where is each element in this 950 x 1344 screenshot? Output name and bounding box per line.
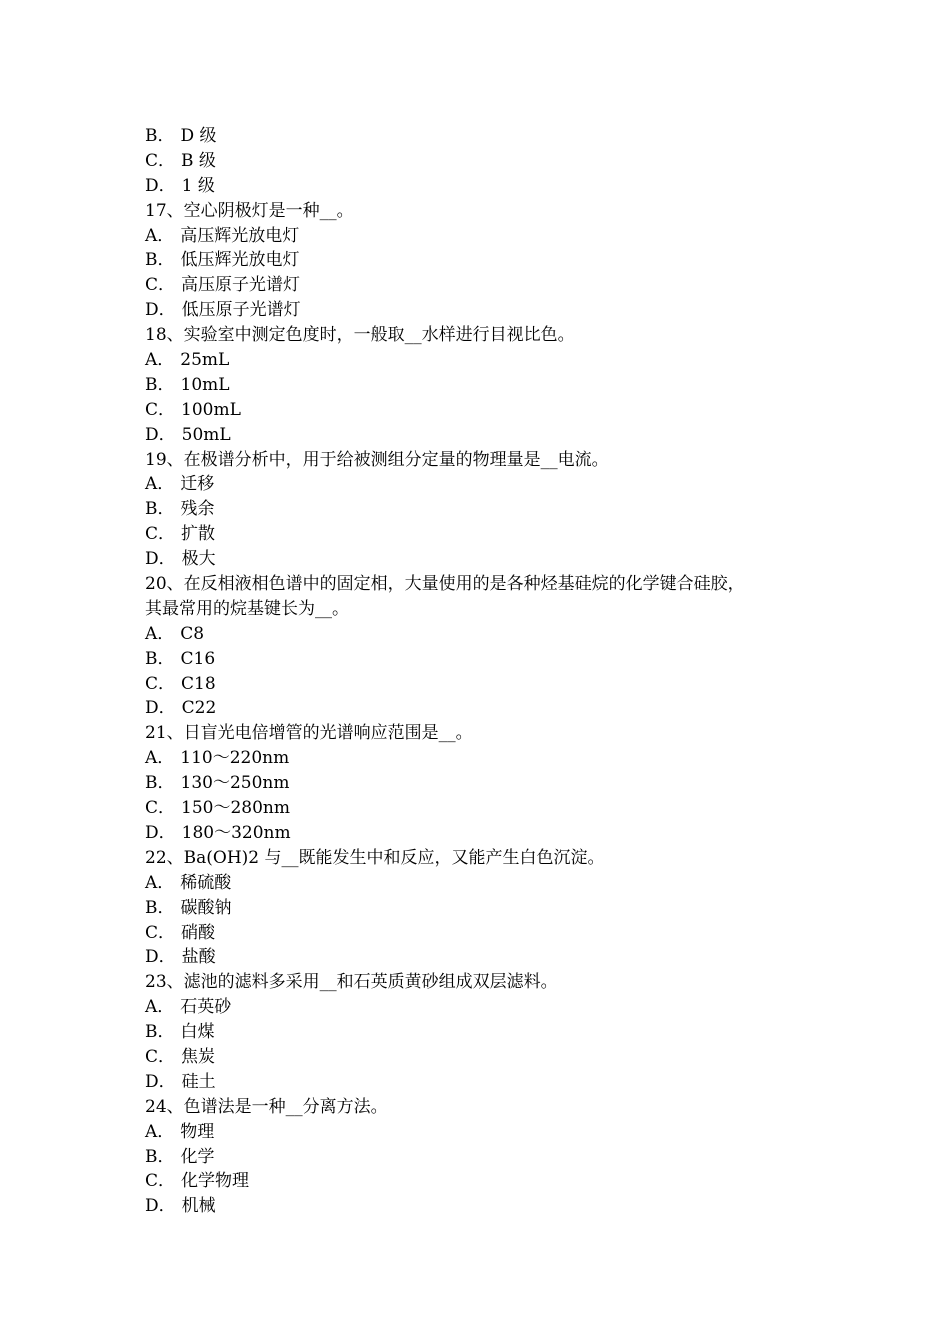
option-letter: A． bbox=[145, 872, 175, 893]
answer-option bbox=[145, 1020, 835, 1045]
answer-option bbox=[145, 248, 835, 273]
answer-option bbox=[145, 1169, 835, 1194]
option-letter: B． bbox=[145, 126, 175, 146]
option-letter: B． bbox=[145, 1022, 175, 1043]
option-text: 物理 bbox=[180, 1121, 215, 1142]
answer-option bbox=[145, 771, 835, 796]
option-letter: C． bbox=[145, 524, 176, 545]
option-text: 化学 bbox=[180, 1146, 215, 1167]
option-text: 25mL bbox=[180, 350, 230, 371]
option-text: 迁移 bbox=[180, 474, 215, 495]
option-letter: D． bbox=[145, 549, 176, 570]
option-text: 高压辉光放电灯 bbox=[180, 225, 300, 246]
answer-option bbox=[145, 995, 835, 1020]
option-letter: B． bbox=[145, 499, 175, 520]
answer-option bbox=[145, 871, 835, 896]
answer-option bbox=[145, 547, 835, 572]
question-text: 24、色谱法是一种__分离方法。 bbox=[145, 1096, 388, 1117]
option-text: 110～220nm bbox=[180, 748, 290, 769]
option-text: B 级 bbox=[181, 150, 216, 171]
option-text: 碳酸钠 bbox=[180, 897, 232, 918]
answer-option bbox=[145, 945, 835, 970]
answer-option bbox=[145, 1145, 835, 1170]
option-text: 硝酸 bbox=[181, 922, 216, 943]
option-letter: A． bbox=[145, 748, 175, 769]
option-letter: B． bbox=[145, 773, 175, 794]
option-letter: D． bbox=[145, 300, 176, 321]
question-text: 22、Ba(OH)2 与__既能发生中和反应，又能产生白色沉淀。 bbox=[145, 847, 605, 868]
option-text: 稀硫酸 bbox=[180, 872, 232, 893]
option-text: 机械 bbox=[181, 1196, 216, 1217]
answer-option bbox=[145, 1194, 835, 1219]
option-letter: B． bbox=[145, 897, 175, 918]
answer-option bbox=[145, 696, 835, 721]
answer-option bbox=[145, 622, 835, 647]
option-text: 极大 bbox=[181, 549, 216, 570]
answer-option bbox=[145, 348, 835, 373]
option-text: 130～250nm bbox=[180, 773, 290, 794]
option-letter: A． bbox=[145, 997, 175, 1018]
option-letter: C． bbox=[145, 1046, 176, 1067]
option-letter: D． bbox=[145, 947, 176, 968]
option-letter: C． bbox=[145, 399, 176, 420]
option-letter: A． bbox=[145, 225, 175, 246]
answer-option bbox=[145, 124, 835, 149]
option-text: C18 bbox=[181, 673, 216, 694]
option-letter: D． bbox=[145, 822, 176, 843]
answer-option bbox=[145, 273, 835, 298]
answer-option bbox=[145, 522, 835, 547]
option-letter: C． bbox=[145, 673, 176, 694]
option-text: C22 bbox=[181, 698, 217, 719]
option-text: 180～320nm bbox=[181, 822, 291, 843]
answer-option bbox=[145, 373, 835, 398]
option-letter: B． bbox=[145, 1146, 175, 1167]
option-text: 化学物理 bbox=[181, 1171, 250, 1192]
option-letter: D． bbox=[145, 1196, 176, 1217]
answer-option bbox=[145, 423, 835, 448]
option-text: C16 bbox=[180, 648, 216, 669]
answer-option bbox=[145, 921, 835, 946]
answer-option bbox=[145, 796, 835, 821]
question-text: 18、实验室中测定色度时，一般取__水样进行目视比色。 bbox=[145, 325, 575, 346]
option-letter: A． bbox=[145, 1121, 175, 1142]
answer-option bbox=[145, 149, 835, 174]
answer-option bbox=[145, 1045, 835, 1070]
answer-option bbox=[145, 174, 835, 199]
option-letter: D． bbox=[145, 424, 176, 445]
option-letter: C． bbox=[145, 150, 176, 171]
option-letter: D． bbox=[145, 698, 176, 719]
option-text: 150～280nm bbox=[181, 798, 290, 819]
option-letter: A． bbox=[145, 350, 175, 371]
document-page bbox=[145, 124, 835, 1219]
option-text: 硅土 bbox=[181, 1071, 216, 1092]
option-letter: C． bbox=[145, 922, 176, 943]
question-text: 23、滤池的滤料多采用__和石英质黄砂组成双层滤料。 bbox=[145, 972, 558, 993]
option-letter: A． bbox=[145, 623, 175, 644]
answer-option bbox=[145, 298, 835, 323]
option-letter: B． bbox=[145, 648, 175, 669]
answer-option bbox=[145, 398, 835, 423]
option-letter: A． bbox=[145, 474, 175, 495]
option-letter: C． bbox=[145, 1171, 176, 1192]
option-text: 1 级 bbox=[181, 175, 215, 196]
answer-option bbox=[145, 821, 835, 846]
option-text: 白煤 bbox=[180, 1022, 215, 1043]
option-text: 100mL bbox=[181, 399, 241, 420]
option-text: 焦炭 bbox=[181, 1046, 216, 1067]
question-text: 其最常用的烷基键长为__。 bbox=[145, 598, 349, 619]
answer-option bbox=[145, 1070, 835, 1095]
answer-option bbox=[145, 672, 835, 697]
answer-option bbox=[145, 1120, 835, 1145]
option-text: 盐酸 bbox=[181, 947, 216, 968]
answer-option bbox=[145, 497, 835, 522]
option-text: 低压辉光放电灯 bbox=[180, 250, 300, 271]
question-text: 17、空心阴极灯是一种__。 bbox=[145, 200, 354, 221]
option-text: 残余 bbox=[180, 499, 215, 520]
answer-option bbox=[145, 472, 835, 497]
option-letter: C． bbox=[145, 275, 176, 296]
option-text: 低压原子光谱灯 bbox=[181, 300, 301, 321]
answer-option bbox=[145, 647, 835, 672]
question-text: 21、日盲光电倍增管的光谱响应范围是__。 bbox=[145, 723, 473, 744]
option-letter: C． bbox=[145, 798, 176, 819]
option-text: C8 bbox=[180, 623, 205, 644]
option-letter: D． bbox=[145, 1071, 176, 1092]
option-text: 高压原子光谱灯 bbox=[181, 275, 301, 296]
option-text: 50mL bbox=[181, 424, 231, 445]
option-text: D 级 bbox=[180, 126, 217, 146]
option-text: 10mL bbox=[180, 374, 230, 395]
answer-option bbox=[145, 896, 835, 921]
option-letter: B． bbox=[145, 374, 175, 395]
option-text: 扩散 bbox=[181, 524, 216, 545]
question-text: 19、在极谱分析中，用于给被测组分定量的物理量是__电流。 bbox=[145, 449, 609, 470]
question-text: 20、在反相液相色谱中的固定相，大量使用的是各种烃基硅烷的化学键合硅胶， bbox=[145, 574, 745, 595]
option-text: 石英砂 bbox=[180, 997, 232, 1018]
answer-option bbox=[145, 746, 835, 771]
option-letter: B． bbox=[145, 250, 175, 271]
answer-option bbox=[145, 224, 835, 249]
option-letter: D． bbox=[145, 175, 176, 196]
